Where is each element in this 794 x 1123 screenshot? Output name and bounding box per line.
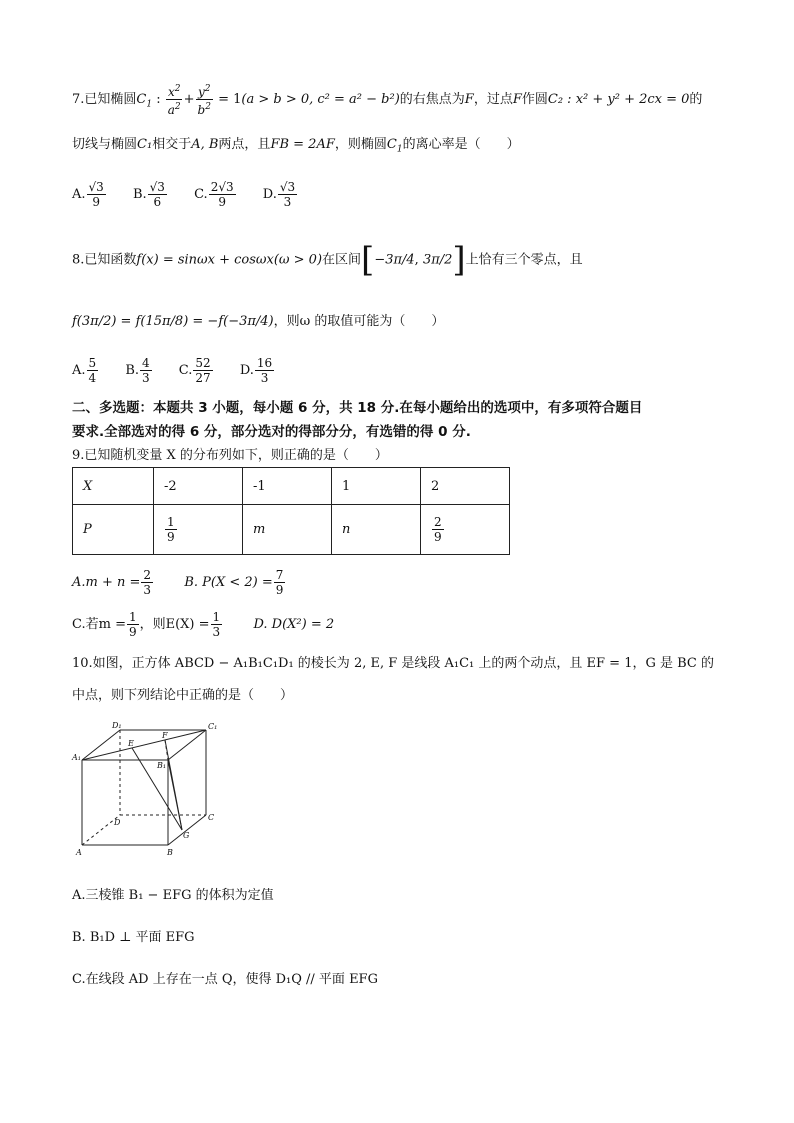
- q9-option-d[interactable]: D. D(X²) = 2: [253, 617, 335, 632]
- q9-option-c[interactable]: C.若m = $\frac{1}{9}$ ，则E(X) = $\frac{1}{3}$: [72, 610, 221, 639]
- q9-options-cd: [72, 610, 734, 639]
- label-d: D: [114, 818, 121, 827]
- q10-option-c[interactable]: C.在线段 AD 上存在一点 Q，使得 D₁Q // 平面 EFG: [72, 972, 378, 987]
- q10-option-b[interactable]: B. B₁D ⊥ 平面 EFG: [72, 930, 195, 945]
- q8-option-b[interactable]: B. $\frac{4}{3}$: [125, 356, 150, 385]
- table-row: [73, 505, 510, 555]
- table-cell: P: [73, 505, 154, 555]
- label-c1: C₁: [208, 722, 218, 731]
- edge-b-c: [168, 815, 206, 845]
- q7-circle: C₂ : x² + y² + 2cx = 0: [547, 92, 690, 107]
- table-cell: m: [243, 505, 332, 555]
- q8-interval-left: −3π/4: [374, 252, 415, 268]
- label-b1: B₁: [157, 761, 167, 770]
- q8-equation: f(3π/2) = f(15π/8) = −f(−3π/4): [72, 314, 274, 329]
- label-c: C: [208, 813, 215, 822]
- label-d1: D₁: [112, 721, 122, 730]
- q10-option-a[interactable]: A.三棱锥 B₁ − EFG 的体积为定值: [72, 888, 274, 903]
- label-a1: A₁: [72, 753, 81, 762]
- label-g: G: [183, 831, 190, 840]
- q8-interval-right: 3π/2: [422, 252, 453, 268]
- q10-line2: 中点，则下列结论中正确的是（ ）: [72, 688, 294, 703]
- q9-option-b[interactable]: B. P(X < 2) = $\frac{7}{9}$: [184, 568, 284, 597]
- table-cell: 1: [332, 468, 421, 505]
- q7-option-c[interactable]: C. $\frac{2√3}{9}$: [194, 180, 234, 209]
- cube-figure: [70, 720, 230, 860]
- q7-option-d[interactable]: D. $\frac{√3}{3}$: [262, 180, 296, 209]
- q8-option-d[interactable]: D. $\frac{16}{3}$: [239, 356, 273, 385]
- label-a: A: [76, 848, 82, 857]
- label-b: B: [167, 848, 173, 857]
- label-e: E: [128, 739, 134, 748]
- table-cell: -1: [243, 468, 332, 505]
- label-f: F: [162, 731, 168, 740]
- q7-options: [72, 180, 734, 209]
- q7-option-a[interactable]: A. $\frac{√3}{9}$: [72, 180, 104, 209]
- q8-function: f(x) = sinωx + cosωx(ω > 0): [136, 252, 323, 268]
- q8-line1: 8.已知函数f(x) = sinωx + cosωx(ω > 0)在区间[−3π/4, 3π/2]上恰有三个零点，且: [72, 240, 583, 280]
- q7-ellipse-condition: (a > b > 0, c² = a² − b²): [241, 92, 400, 107]
- q7-vector-equation: FB = 2AF: [270, 137, 335, 152]
- table-cell: n: [332, 505, 421, 555]
- q8-option-c[interactable]: C. $\frac{52}{27}$: [178, 356, 211, 385]
- segment-b1-g: [168, 760, 182, 830]
- table-cell: -2: [154, 468, 243, 505]
- q8-line2: f(3π/2) = f(15π/8) = −f(−3π/4)，则ω 的取值可能为（ ）: [72, 314, 445, 329]
- q9-distribution-table: [72, 467, 510, 555]
- table-cell: 2: [421, 468, 510, 505]
- section2-heading-line2: 要求.全部选对的得 6 分，部分选对的得部分分，有选错的得 0 分.: [72, 424, 471, 440]
- table-row: [73, 468, 510, 505]
- q8-option-a[interactable]: A. $\frac{5}{4}$: [72, 356, 97, 385]
- q7-option-b[interactable]: B. $\frac{√3}{6}$: [132, 180, 165, 209]
- q7-line1: 7.已知椭圆$C_1$ : $\frac{x^2}{a^2}$ + $\frac{y^2}{b^2}$ = 1(a > b > 0, c² = a² − b²)的右焦点为F，过点F作圆C₂ : x² + y² + 2cx = 0的: [72, 84, 703, 117]
- q10-line1: 10.如图，正方体 ABCD − A₁B₁C₁D₁ 的棱长为 2, E, F 是线段 A₁C₁ 上的两个动点，且 EF = 1，G 是 BC 的: [72, 656, 714, 671]
- q9-option-a[interactable]: A.m + n = $\frac{2}{3}$: [72, 568, 152, 597]
- q9-stem: 9.已知随机变量 X 的分布列如下，则正确的是（ ）: [72, 448, 388, 463]
- section2-heading-line1: 二、多选题：本题共 3 小题，每小题 6 分，共 18 分.在每小题给出的选项中，有多项符合题目: [72, 400, 643, 416]
- table-cell: X: [73, 468, 154, 505]
- q8-options: [72, 356, 734, 385]
- q9-options-ab: [72, 568, 734, 597]
- q7-line2: 切线与椭圆C₁相交于A, B两点，且FB = 2AF，则椭圆$C_1$的离心率是（ ）: [72, 137, 520, 155]
- table-cell: $\frac{1}{9}$: [154, 505, 243, 555]
- table-cell: $\frac{2}{9}$: [421, 505, 510, 555]
